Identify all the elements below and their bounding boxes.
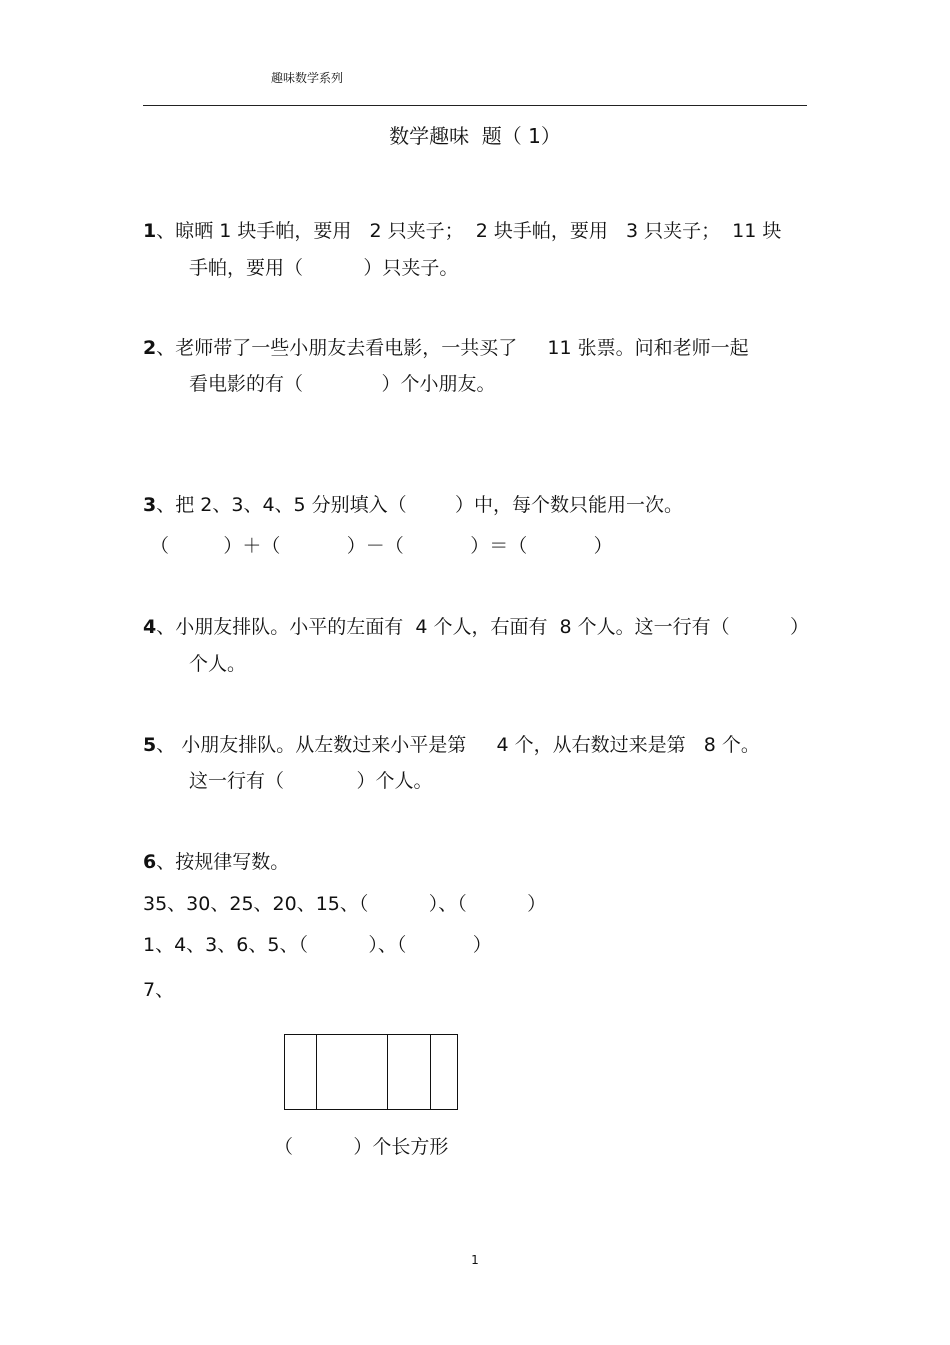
- figure-divider-line: [387, 1035, 388, 1109]
- question-6-text: 、按规律写数。: [156, 851, 290, 873]
- figure-divider-line: [430, 1035, 431, 1109]
- question-5-number: 5: [143, 734, 157, 756]
- figure-divider-line: [316, 1035, 317, 1109]
- question-6-sequence-2: 1、4、3、6、5、（ ）、（ ）: [143, 934, 492, 956]
- page-number: 1: [471, 1253, 479, 1267]
- question-5-text: 、 小朋友排队。从左数过来小平是第 4 个，从右数过来是第 8 个。: [156, 734, 760, 756]
- question-2-line-1: [143, 333, 749, 360]
- question-3-equation: （ ）＋（ ）－（ ）＝（ ）: [150, 535, 613, 557]
- page-title: 数学趣味 题（ 1）: [389, 124, 561, 148]
- question-6-line-1: [143, 847, 289, 874]
- question-2-text: 、老师带了一些小朋友去看电影，一共买了 11 张票。问和老师一起: [156, 337, 749, 359]
- header-divider: [143, 105, 807, 106]
- question-6-number: 6: [143, 851, 157, 873]
- question-4-line-1: [143, 612, 809, 639]
- header-series-name: 趣味数学系列: [271, 71, 344, 85]
- question-3-number: 3: [143, 494, 157, 516]
- rectangle-figure: [284, 1034, 458, 1110]
- question-6-sequence-1: 35、30、25、20、15、（ ）、（ ）: [143, 893, 547, 915]
- question-2-line-2: 看电影的有（ ）个小朋友。: [189, 373, 496, 395]
- question-3-line-1: [143, 490, 683, 517]
- question-5-line-1: [143, 730, 760, 757]
- question-2-number: 2: [143, 337, 157, 359]
- question-7-caption: （ ）个长方形: [274, 1136, 449, 1158]
- question-5-line-2: 这一行有（ ）个人。: [189, 770, 433, 792]
- question-1-line-2: 手帕，要用（ ）只夹子。: [189, 257, 459, 279]
- question-4-number: 4: [143, 616, 157, 638]
- question-1-line-1: [143, 216, 781, 243]
- question-1-text: 、晾晒 1 块手帕，要用 2 只夹子； 2 块手帕，要用 3 只夹子； 11 块: [156, 220, 782, 242]
- question-1-number: 1: [143, 220, 157, 242]
- question-4-line-2: 个人。: [189, 653, 247, 675]
- question-3-text: 、把 2、3、4、5 分别填入（ ）中，每个数只能用一次。: [156, 494, 683, 516]
- question-7-label: 7、: [143, 979, 175, 1001]
- question-4-text: 、小朋友排队。小平的左面有 4 个人，右面有 8 个人。这一行有（ ）: [156, 616, 810, 638]
